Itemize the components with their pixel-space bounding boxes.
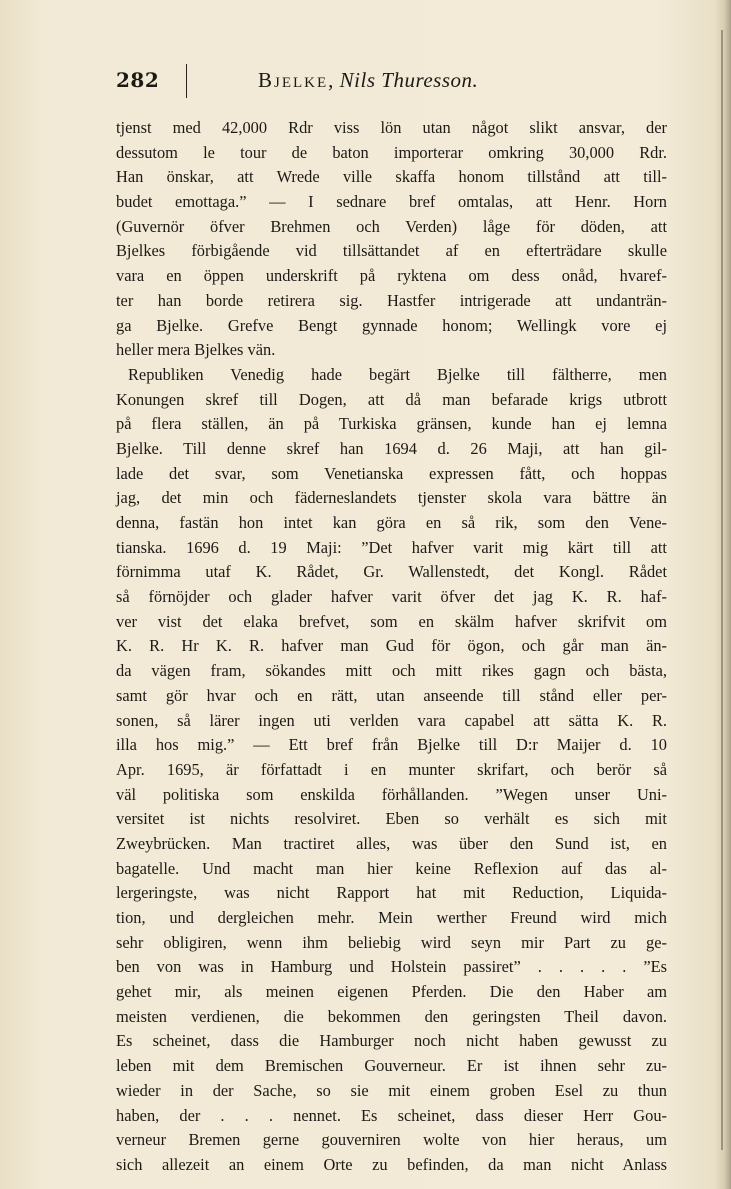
- text-line: vara en öppen underskrift på ryktena om dess onåd, hvaref-: [116, 266, 667, 286]
- body-text: [116, 116, 667, 1178]
- text-line: heller mera Bjelkes vän.: [116, 340, 276, 360]
- text-line: lade det svar, som Venetianska expressen fått, och hoppas: [116, 463, 667, 483]
- page-edge-line: [721, 30, 723, 1150]
- text-line: verneur Bremen gerne gouverniren wolte von hier heraus, um: [116, 1130, 667, 1150]
- text-line: sonen, så lärer ingen uti verlden vara capabel att sätta K. R.: [116, 710, 667, 730]
- text-line: haben, der . . . nennet. Es scheinet, dass dieser Herr Gou-: [116, 1105, 667, 1125]
- text-line: leben mit dem Bremischen Gouverneur. Er ist ihnen sehr zu-: [116, 1056, 667, 1076]
- running-title-given-names: Nils Thuresson.: [339, 68, 479, 92]
- text-line: Apr. 1695, är författadt i en munter skrifart, och berör så: [116, 759, 667, 779]
- text-line: budet emottaga.” — I sednare bref omtalas, att Henr. Horn: [116, 192, 667, 212]
- text-line: samt gör hvar och en rätt, utan anseende till stånd eller per-: [116, 685, 667, 705]
- text-line: bagatelle. Und macht man hier keine Reflexion auf das al-: [116, 858, 667, 878]
- text-line: förnimma utaf K. Rådet, Gr. Wallenstedt, det Kongl. Rådet: [116, 562, 667, 582]
- text-line: Republiken Venedig hade begärt Bjelke till fältherre, men: [128, 364, 667, 384]
- text-line: dessutom le tour de baton importerar omkring 30,000 Rdr.: [116, 142, 667, 162]
- text-line: da vägen fram, sökandes mitt och mitt rikes gagn och bästa,: [116, 661, 667, 681]
- text-line: sehr obligiren, wenn ihm beliebig wird seyn mir Part zu ge-: [116, 932, 667, 952]
- text-line: jag, det min och fäderneslandets tjenster skola vara bättre än: [116, 488, 667, 508]
- text-line: illa hos mig.” — Ett bref från Bjelke till D:r Maijer d. 10: [116, 735, 667, 755]
- text-line: tjenst med 42,000 Rdr viss lön utan något slikt ansvar, der: [116, 118, 667, 137]
- text-line: Bjelkes förbigående vid tillsättandet af en efterträdare skulle: [116, 241, 667, 261]
- text-line: Bjelke. Till denne skref han 1694 d. 26 Maji, att han gil-: [116, 438, 667, 458]
- text-line: K. R. Hr K. R. hafver man Gud för ögon, och går man än-: [116, 636, 667, 656]
- text-line: tianska. 1696 d. 19 Maji: ”Det hafver varit mig kärt till att: [116, 537, 667, 557]
- text-line: på flera ställen, än på Turkiska gränsen, kunde han ej lemna: [116, 414, 667, 434]
- text-line: ter han borde retirera sig. Hastfer intrigerade att undanträn-: [116, 290, 667, 310]
- text-line: lergeringste, was nicht Rapport hat mit Reduction, Liquida-: [116, 883, 667, 903]
- text-line: versitet ist nichts resolviret. Eben so verhält es sich mit: [116, 809, 667, 829]
- text-line: Konungen skref till Dogen, att då man befarade krigs utbrott: [116, 389, 667, 409]
- text-line: Han önskar, att Wrede ville skaffa honom tillstånd att till-: [116, 167, 667, 187]
- page-header: [116, 64, 666, 100]
- text-line: gehet mir, als meinen eigenen Pferden. Die den Haber am: [116, 982, 667, 1002]
- text-line: ver vist det elaka brefvet, som en skälm hafver skrifvit om: [116, 611, 667, 631]
- running-title: Bjelke, Nils Thuresson.: [258, 68, 479, 92]
- text-line: ga Bjelke. Grefve Bengt gynnade honom; Wellingk vore ej: [116, 315, 667, 335]
- text-line: Es scheinet, dass die Hamburger noch nicht haben gewusst zu: [116, 1031, 667, 1051]
- text-line: så förnöjder och glader hafver varit öfver det jag K. R. haf-: [116, 587, 667, 607]
- text-line: denna, fastän hon intet kan göra en så rik, som den Vene-: [116, 513, 667, 532]
- text-line: wieder in der Sache, so sie mit einem groben Esel zu thun: [116, 1080, 667, 1100]
- text-line: tion, und dergleichen mehr. Mein werther Freund wird mich: [116, 908, 667, 927]
- header-rule: [186, 64, 187, 98]
- text-line: ben von was in Hamburg und Holstein passiret” . . . . . ”Es: [116, 957, 667, 977]
- text-line: meisten verdienen, die bekommen den geringsten Theil davon.: [116, 1006, 667, 1026]
- running-title-surname: Bjelke: [258, 68, 329, 92]
- page-number: 282: [116, 68, 160, 92]
- text-line: väl politiska som enskilda förhållanden. ”Wegen unser Uni-: [116, 784, 667, 804]
- text-line: (Guvernör öfver Brehmen och Verden) låge för döden, att: [116, 216, 667, 236]
- text-line: Zweybrücken. Man tractiret alles, was über den Sund ist, en: [116, 833, 667, 853]
- page-edge-shadow: [715, 0, 731, 1189]
- text-line: sich allezeit an einem Orte zu befinden, da man nicht Anlass: [116, 1154, 667, 1174]
